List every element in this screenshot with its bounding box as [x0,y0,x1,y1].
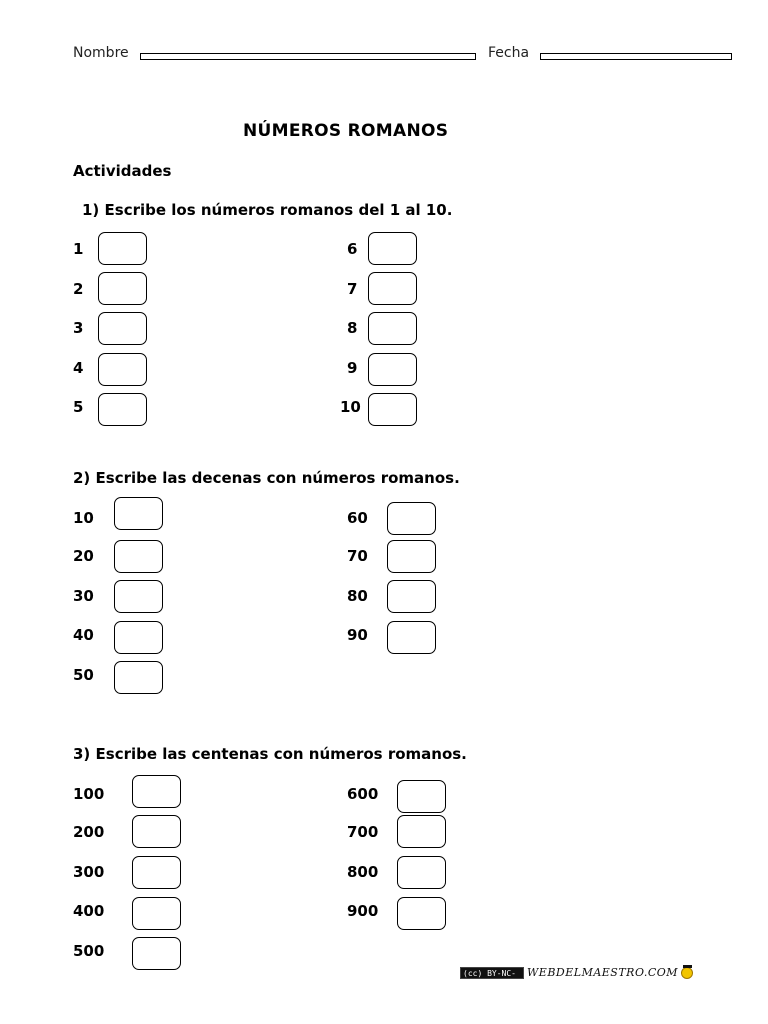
date-label: Fecha [488,45,530,61]
ex3-answer-box[interactable] [132,937,181,970]
ex3-number: 800 [347,863,379,881]
exercise-1-heading: 1) Escribe los números romanos del 1 al 10. [82,201,453,219]
ex1-answer-box[interactable] [368,353,417,386]
ex1-number: 5 [73,398,84,416]
date-field[interactable] [540,53,732,60]
ex2-number: 70 [347,547,368,565]
ex1-number: 6 [347,240,358,258]
ex1-answer-box[interactable] [368,232,417,265]
site-link[interactable]: WEBDELMAESTRO.COM [527,966,679,979]
ex2-answer-box[interactable] [114,661,163,694]
ex3-answer-box[interactable] [132,856,181,889]
ex3-number: 600 [347,785,379,803]
ex3-number: 400 [73,902,105,920]
ex2-number: 50 [73,666,94,684]
ex1-number: 8 [347,319,358,337]
name-label: Nombre [73,45,129,61]
ex3-answer-box[interactable] [397,815,446,848]
ex1-number: 4 [73,359,84,377]
activities-heading: Actividades [73,162,172,180]
ex1-number: 10 [340,398,361,416]
name-field[interactable] [140,53,476,60]
ex3-answer-box[interactable] [132,897,181,930]
ex1-answer-box[interactable] [98,312,147,345]
smiley-graduate-icon [681,967,693,979]
ex2-answer-box[interactable] [114,497,163,530]
ex3-number: 500 [73,942,105,960]
ex2-answer-box[interactable] [114,580,163,613]
ex3-number: 200 [73,823,105,841]
ex2-number: 30 [73,587,94,605]
ex2-number: 60 [347,509,368,527]
ex1-answer-box[interactable] [98,393,147,426]
ex2-answer-box[interactable] [114,621,163,654]
ex2-number: 20 [73,547,94,565]
ex1-number: 9 [347,359,358,377]
ex3-answer-box[interactable] [132,815,181,848]
ex1-answer-box[interactable] [98,272,147,305]
ex2-answer-box[interactable] [387,580,436,613]
ex3-answer-box[interactable] [132,775,181,808]
ex2-number: 90 [347,626,368,644]
footer [460,966,693,990]
exercise-2-heading: 2) Escribe las decenas con números romanos. [73,469,460,487]
ex1-answer-box[interactable] [368,312,417,345]
ex3-number: 300 [73,863,105,881]
ex1-answer-box[interactable] [368,393,417,426]
ex3-answer-box[interactable] [397,780,446,813]
ex3-number: 700 [347,823,379,841]
ex1-number: 3 [73,319,84,337]
ex2-number: 10 [73,509,94,527]
ex1-answer-box[interactable] [98,232,147,265]
ex2-number: 40 [73,626,94,644]
ex3-number: 900 [347,902,379,920]
ex1-answer-box[interactable] [368,272,417,305]
ex1-number: 1 [73,240,84,258]
ex3-answer-box[interactable] [397,897,446,930]
ex1-number: 7 [347,280,358,298]
ex2-answer-box[interactable] [114,540,163,573]
exercise-3-heading: 3) Escribe las centenas con números romanos. [73,745,467,763]
ex2-answer-box[interactable] [387,621,436,654]
ex1-number: 2 [73,280,84,298]
license-badge: (cc) BY-NC-SA [460,967,524,979]
ex1-answer-box[interactable] [98,353,147,386]
ex2-answer-box[interactable] [387,502,436,535]
ex3-number: 100 [73,785,105,803]
ex3-answer-box[interactable] [397,856,446,889]
ex2-answer-box[interactable] [387,540,436,573]
page-title: NÚMEROS ROMANOS [243,121,449,141]
ex2-number: 80 [347,587,368,605]
